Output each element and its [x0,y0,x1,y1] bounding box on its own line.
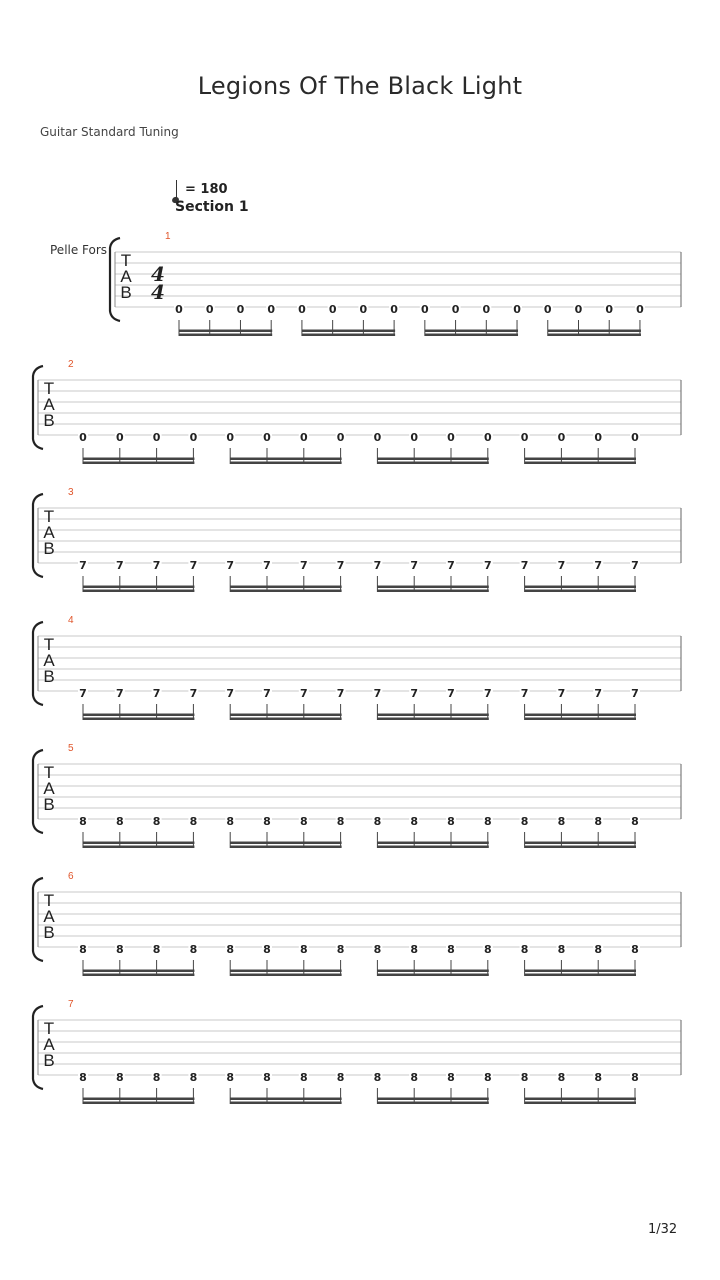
fret-number: 8 [594,1071,603,1084]
fret-number: 8 [447,815,455,828]
fret-number: 8 [226,1071,235,1084]
tab-clef-letter: T [43,635,55,654]
fret-number: 8 [152,815,161,828]
fret-number: 7 [557,687,566,700]
fret-number: 8 [79,815,87,828]
fret-number: 7 [336,559,345,572]
fret-number: 8 [336,943,345,956]
fret-number: 7 [226,559,235,572]
measure-number: 6 [68,871,74,882]
beam-secondary [230,842,341,845]
beam-primary [377,846,488,849]
fret-number: 8 [299,1071,308,1084]
tempo-value: = 180 [185,181,228,197]
fret-number: 7 [410,559,419,572]
fret-number: 8 [226,943,235,956]
beam-primary [525,846,636,849]
tab-clef-letter: T [43,1019,55,1038]
fret-number: 0 [390,303,398,316]
fret-number: 0 [263,431,271,444]
measure-number: 3 [68,487,74,498]
fret-number: 7 [336,687,345,700]
fret-number: 0 [236,303,245,316]
beam-secondary [83,714,194,717]
beam-primary [179,334,272,337]
fret-number: 7 [520,559,529,572]
fret-number: 7 [299,687,308,700]
beam-primary [230,1102,341,1105]
fret-number: 8 [226,815,235,828]
fret-number: 0 [152,431,161,444]
fret-number: 7 [373,559,382,572]
beam-secondary [525,1098,636,1101]
tab-system [110,231,681,336]
beam-primary [377,974,488,977]
fret-number: 8 [299,943,308,956]
beam-secondary [525,458,636,461]
beam-primary [525,718,636,721]
fret-number: 8 [447,1071,455,1084]
fret-number: 8 [115,943,124,956]
fret-number: 7 [189,559,198,572]
beam-secondary [83,586,194,589]
fret-number: 8 [263,815,271,828]
fret-number: 7 [115,687,124,700]
page-number: 1/32 [648,1222,678,1237]
fret-number: 7 [189,687,198,700]
fret-number: 7 [263,559,271,572]
tab-clef-letter: B [43,539,55,558]
tuning-label: Guitar Standard Tuning [40,125,179,139]
fret-number: 8 [483,815,492,828]
time-signature-bottom: 4 [151,280,165,304]
fret-number: 8 [520,943,529,956]
fret-number: 8 [410,815,419,828]
fret-number: 8 [557,1071,566,1084]
beam-primary [230,846,341,849]
tab-clef-letter: T [43,891,55,910]
fret-number: 8 [79,943,87,956]
beam-secondary [377,458,488,461]
fret-number: 8 [483,1071,492,1084]
fret-number: 8 [373,815,382,828]
fret-number: 0 [226,431,235,444]
beam-primary [525,1102,636,1105]
fret-number: 8 [115,1071,124,1084]
fret-number: 8 [594,815,603,828]
fret-number: 7 [263,687,271,700]
beam-secondary [230,586,341,589]
fret-number: 0 [631,431,639,444]
fret-number: 8 [189,943,198,956]
beam-primary [83,1102,194,1105]
beam-secondary [83,458,194,461]
fret-number: 8 [152,1071,161,1084]
beam-primary [83,718,194,721]
tab-clef-letter: A [43,651,55,670]
beam-secondary [302,330,395,333]
beam-secondary [83,842,194,845]
fret-number: 7 [299,559,308,572]
fret-number: 8 [594,943,603,956]
beam-secondary [377,714,488,717]
tab-clef-letter: B [43,1051,55,1070]
fret-number: 8 [373,1071,382,1084]
fret-number: 7 [410,687,419,700]
fret-number: 8 [79,1071,87,1084]
beam-secondary [525,970,636,973]
fret-number: 7 [557,559,566,572]
fret-number: 0 [115,431,124,444]
fret-number: 0 [605,303,614,316]
fret-number: 8 [263,943,271,956]
tab-clef-letter: B [43,923,55,942]
beam-secondary [548,330,641,333]
fret-number: 7 [79,687,87,700]
fret-number: 7 [594,559,603,572]
fret-number: 0 [175,303,183,316]
beam-primary [548,334,641,337]
beam-secondary [83,1098,194,1101]
time-signature-top: 4 [151,262,165,286]
beam-secondary [377,970,488,973]
fret-number: 0 [421,303,429,316]
tab-clef-letter: T [120,251,132,270]
tab-system [33,871,681,976]
tab-clef-letter: B [120,283,132,302]
fret-number: 7 [152,559,161,572]
beam-primary [302,334,395,337]
fret-number: 7 [631,559,639,572]
beam-secondary [83,970,194,973]
tab-clef-letter: B [43,667,55,686]
tab-system [33,487,681,592]
measure-number: 7 [68,999,74,1010]
measure-number: 1 [165,231,171,242]
fret-number: 0 [543,303,552,316]
tab-clef-letter: A [120,267,132,286]
fret-number: 8 [631,815,639,828]
tab-clef-letter: B [43,795,55,814]
tab-system [33,999,681,1104]
beam-primary [230,462,341,465]
fret-number: 0 [336,431,345,444]
beam-primary [83,590,194,593]
fret-number: 7 [115,559,124,572]
fret-number: 7 [152,687,161,700]
fret-number: 0 [451,303,460,316]
fret-number: 0 [373,431,382,444]
beam-secondary [377,586,488,589]
fret-number: 7 [373,687,382,700]
tab-clef-letter: A [43,1035,55,1054]
fret-number: 8 [336,815,345,828]
tab-system [33,615,681,720]
fret-number: 8 [447,943,455,956]
fret-number: 8 [520,1071,529,1084]
measure-number: 5 [68,743,74,754]
tab-clef-letter: A [43,395,55,414]
tab-system [33,743,681,848]
fret-number: 0 [299,431,308,444]
fret-number: 7 [520,687,529,700]
fret-number: 0 [520,431,529,444]
measure-number: 2 [68,359,74,370]
fret-number: 8 [299,815,308,828]
tab-clef-letter: T [43,763,55,782]
beam-secondary [179,330,272,333]
fret-number: 0 [447,431,455,444]
beam-primary [230,974,341,977]
fret-number: 8 [115,815,124,828]
beam-secondary [230,1098,341,1101]
beam-secondary [525,842,636,845]
beam-primary [525,462,636,465]
fret-number: 0 [79,431,87,444]
tab-clef-letter: T [43,379,55,398]
fret-number: 7 [79,559,87,572]
beam-secondary [377,1098,488,1101]
section-label: Section 1 [175,199,249,215]
fret-number: 8 [483,943,492,956]
fret-number: 0 [267,303,276,316]
fret-number: 0 [410,431,419,444]
measure-number: 4 [68,615,74,626]
instrument-name: Pelle Fors [50,243,108,257]
beam-primary [230,590,341,593]
fret-number: 7 [447,687,455,700]
tab-clef-letter: T [43,507,55,526]
fret-number: 0 [636,303,644,316]
beam-secondary [230,970,341,973]
tab-clef-letter: B [43,411,55,430]
fret-number: 8 [336,1071,345,1084]
beam-secondary [230,714,341,717]
fret-number: 0 [574,303,583,316]
fret-number: 0 [359,303,368,316]
fret-number: 8 [520,815,529,828]
fret-number: 8 [631,943,639,956]
beam-primary [377,590,488,593]
fret-number: 0 [189,431,198,444]
beam-primary [377,462,488,465]
beam-primary [230,718,341,721]
fret-number: 8 [631,1071,639,1084]
tab-clef-letter: A [43,779,55,798]
beam-primary [377,1102,488,1105]
fret-number: 8 [557,943,566,956]
fret-number: 0 [482,303,491,316]
tab-system [33,359,681,464]
beam-primary [377,718,488,721]
fret-number: 8 [373,943,382,956]
beam-secondary [377,842,488,845]
fret-number: 8 [189,1071,198,1084]
fret-number: 8 [410,1071,419,1084]
beam-primary [425,334,518,337]
fret-number: 0 [557,431,566,444]
song-title: Legions Of The Black Light [197,72,523,100]
beam-secondary [525,714,636,717]
fret-number: 8 [189,815,198,828]
fret-number: 8 [410,943,419,956]
beam-primary [525,590,636,593]
beam-primary [83,462,194,465]
tab-clef-letter: A [43,907,55,926]
fret-number: 7 [631,687,639,700]
fret-number: 8 [263,1071,271,1084]
fret-number: 0 [298,303,306,316]
beam-secondary [230,458,341,461]
fret-number: 7 [483,559,492,572]
fret-number: 7 [594,687,603,700]
fret-number: 7 [483,687,492,700]
fret-number: 8 [557,815,566,828]
fret-number: 0 [483,431,492,444]
fret-number: 0 [513,303,521,316]
fret-number: 0 [205,303,214,316]
beam-primary [83,846,194,849]
fret-number: 7 [226,687,235,700]
beam-primary [525,974,636,977]
fret-number: 7 [447,559,455,572]
fret-number: 0 [594,431,603,444]
fret-number: 0 [328,303,337,316]
tab-clef-letter: A [43,523,55,542]
fret-number: 8 [152,943,161,956]
beam-secondary [425,330,518,333]
beam-secondary [525,586,636,589]
beam-primary [83,974,194,977]
